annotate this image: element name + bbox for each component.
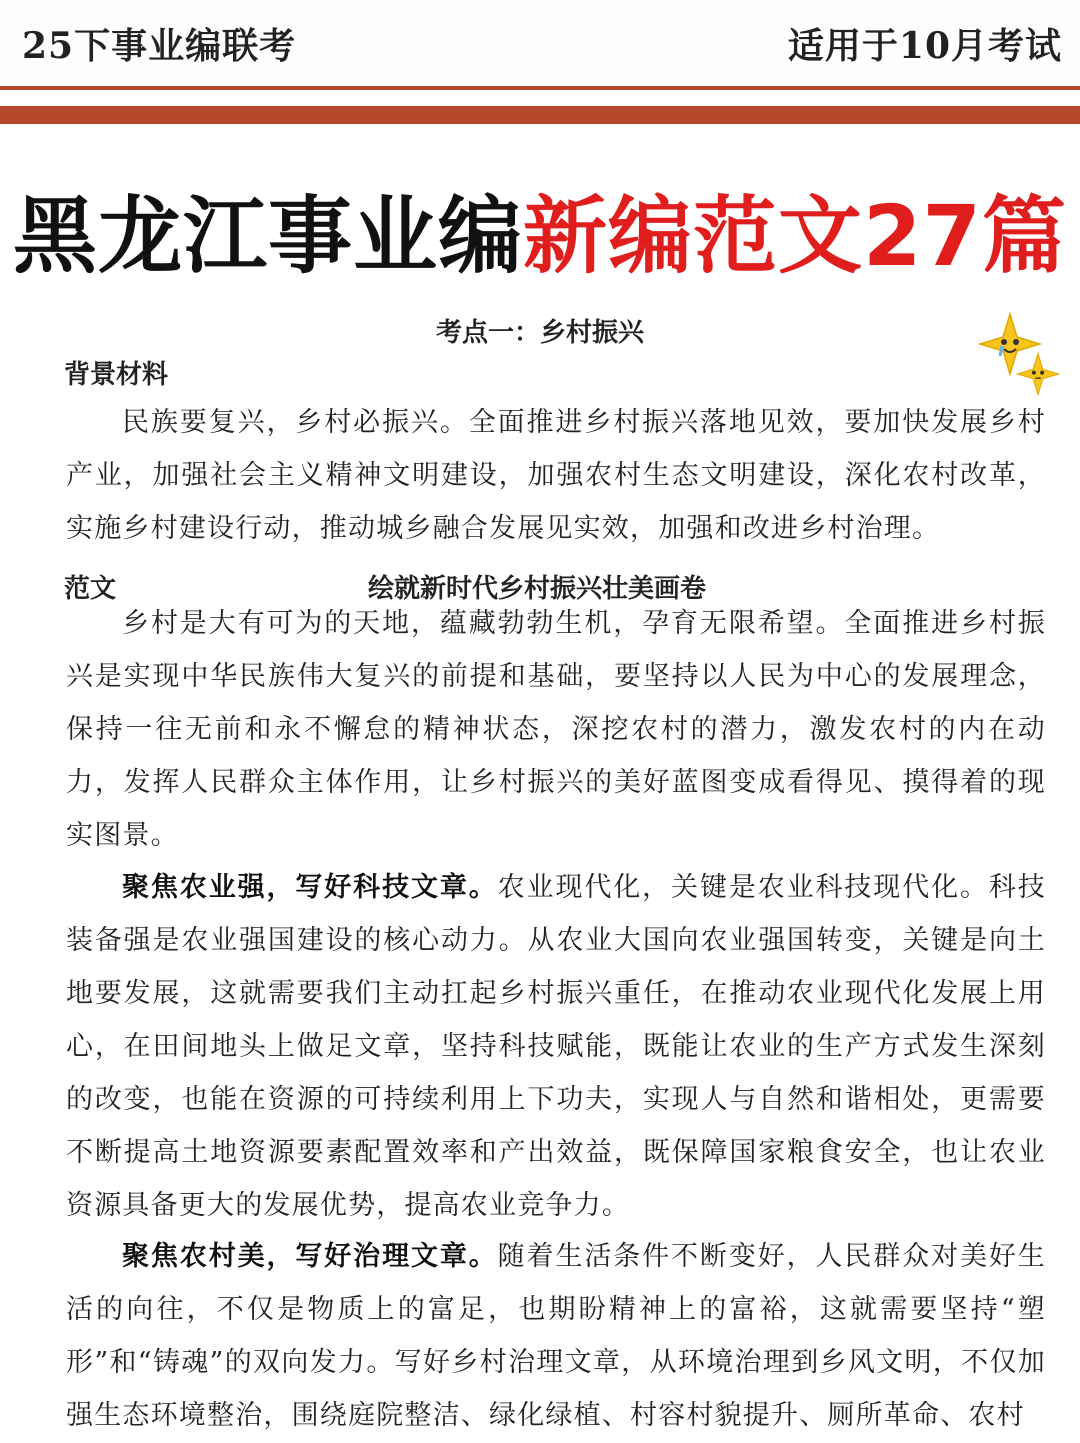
header-exam-label: 25下事业编联考	[22, 25, 297, 67]
essay-point2-paragraph	[66, 1230, 1046, 1442]
point1-heading: 聚焦农业强，写好科技文章。	[122, 872, 498, 903]
header-applicable-label: 适用于10月考试	[787, 25, 1062, 67]
background-material-label: 背景材料	[64, 360, 169, 390]
title-black-part: 黑龙江事业编	[13, 187, 524, 285]
point1-text: 农业现代化，关键是农业科技现代化。科技装备强是农业强国建设的核心动力。从农业大国向农业强国转变，关键是向土地要发展，这就需要我们主动扛起乡村振兴重任，在推动农业现代化发展上用心，在田间地头上做足文章，坚持科技赋能，既能让农业的生产方式发生深刻的改变，也能在资源的可持续利用上下功夫，实现人与自然和谐相处，更需要不断提高土地资源要素配置效率和产出效益，既保障国家粮食安全，也让农业资源具备更大的发展优势，提高农业竞争力。	[66, 872, 1046, 1221]
background-paragraph: 民族要复兴，乡村必振兴。全面推进乡村振兴落地见效，要加快发展乡村产业，加强社会主义精神文明建设，加强农村生态文明建设，深化农村改革，实施乡村建设行动，推动城乡融合发展见实效，加强和改进乡村治理。	[66, 407, 1046, 544]
essay-intro-paragraph: 乡村是大有可为的天地，蕴藏勃勃生机，孕育无限希望。全面推进乡村振兴是实现中华民族伟大复兴的前提和基础，要坚持以人民为中心的发展理念，保持一往无前和永不懈怠的精神状态，深挖农村的潜力，激发农村的内在动力，发挥人民群众主体作用，让乡村振兴的美好蓝图变成看得见、摸得着的现实图景。	[66, 608, 1046, 851]
point2-heading: 聚焦农村美，写好治理文章。	[122, 1241, 498, 1272]
model-essay-label: 范文	[64, 574, 117, 604]
page-title	[0, 186, 1080, 286]
header-divider-thin	[0, 86, 1080, 90]
small-sparkle-emoji-icon	[1016, 352, 1060, 396]
point2-text: 随着生活条件不断变好，人民群众对美好生活的向往，不仅是物质上的富足，也期盼精神上的富裕，这就需要坚持“塑形”和“铸魂”的双向发力。写好乡村治理文章，从环境治理到乡风文明，不仅加强生态环境整治，围绕庭院整洁、绿化绿植、村容村貌提升、厕所革命、农村	[66, 1241, 1046, 1431]
essay-point1-paragraph	[66, 861, 1046, 1232]
title-red-part: 新编范文27篇	[523, 187, 1067, 285]
essay-title: 绘就新时代乡村振兴壮美画卷	[368, 574, 707, 604]
page-header	[0, 0, 1080, 84]
header-divider-thick	[0, 106, 1080, 124]
section-heading: 考点一：乡村振兴	[435, 318, 644, 348]
